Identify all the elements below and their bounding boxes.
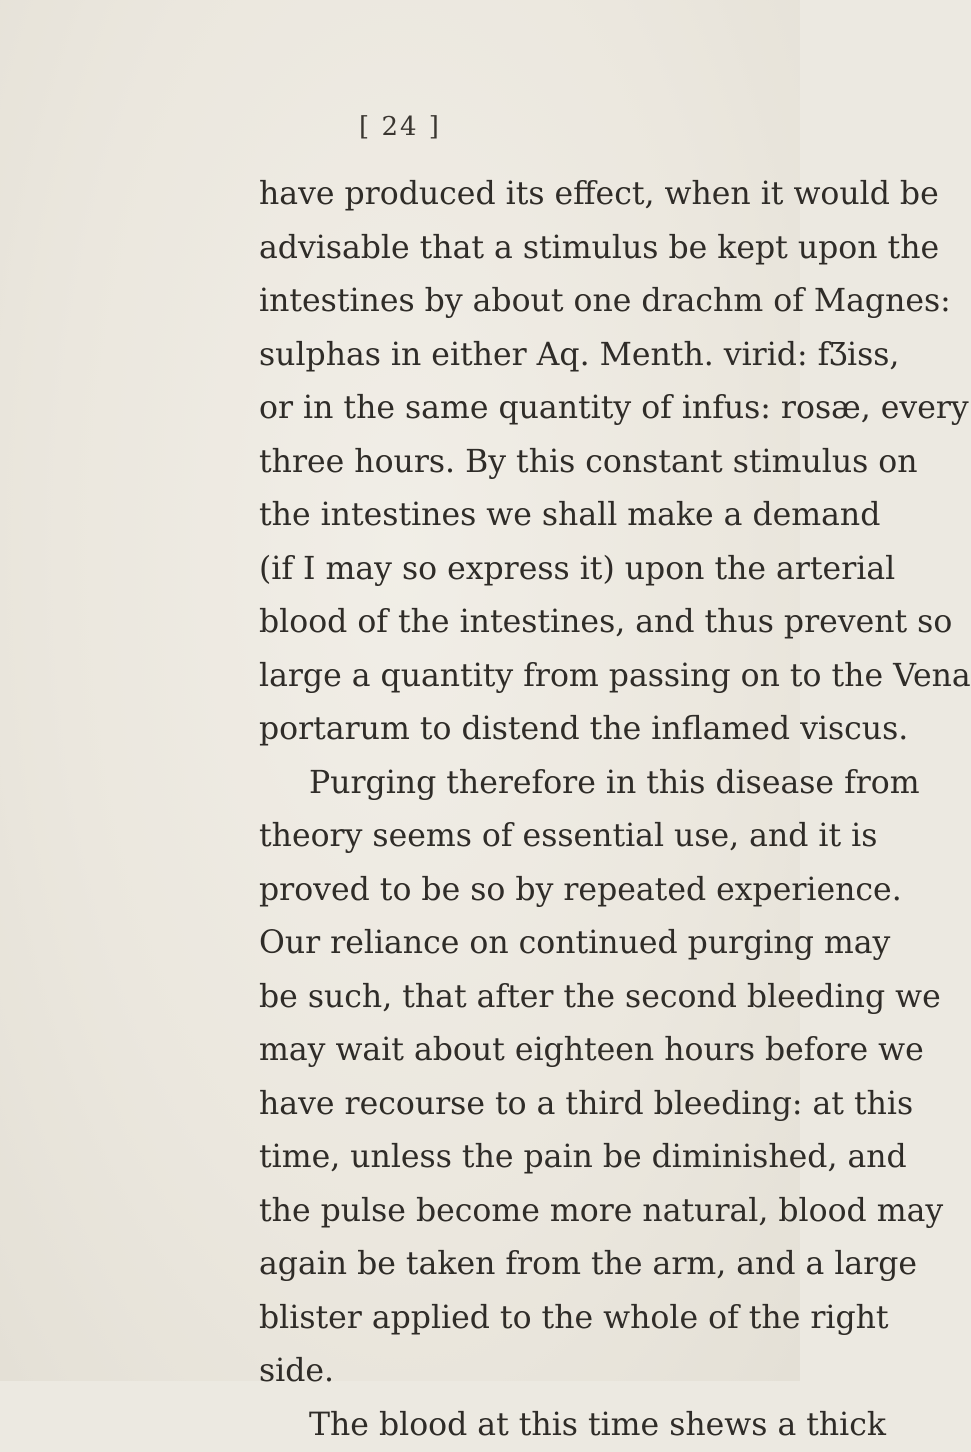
paragraph-first-line: The blood at this time shews a thick — [259, 1399, 795, 1452]
text-line: three hours. By this constant stimulus on — [259, 436, 795, 490]
text-line: be such, that after the second bleeding we — [259, 971, 795, 1025]
text-line: sulphas in either Aq. Menth. virid: fƷiss, — [259, 329, 795, 383]
text-line: the intestines we shall make a demand — [259, 489, 795, 543]
text-line: advisable that a stimulus be kept upon the — [259, 222, 795, 276]
text-line: theory seems of essential use, and it is — [259, 810, 795, 864]
text-line: proved to be so by repeated experience. — [259, 864, 795, 918]
text-line: side. — [259, 1345, 795, 1399]
text-line: time, unless the pain be diminished, and — [259, 1131, 795, 1185]
body-text — [259, 168, 795, 1452]
text-line: or in the same quantity of infus: rosæ, every — [259, 382, 795, 436]
paragraph-first-line: Purging therefore in this disease from — [259, 757, 795, 811]
text-line: portarum to distend the inflamed viscus. — [259, 703, 795, 757]
text-line: have recourse to a third bleeding: at this — [259, 1078, 795, 1132]
text-line: large a quantity from passing on to the Vena — [259, 650, 795, 704]
text-line: may wait about eighteen hours before we — [259, 1024, 795, 1078]
text-line: (if I may so express it) upon the arterial — [259, 543, 795, 597]
page-number: [ 24 ] — [0, 112, 800, 142]
text-line: again be taken from the arm, and a large — [259, 1238, 795, 1292]
text-line: blood of the intestines, and thus prevent so — [259, 596, 795, 650]
text-line: have produced its effect, when it would be — [259, 168, 795, 222]
text-line: Our reliance on continued purging may — [259, 917, 795, 971]
text-line: blister applied to the whole of the right — [259, 1292, 795, 1346]
text-line: the pulse become more natural, blood may — [259, 1185, 795, 1239]
text-line: intestines by about one drachm of Magnes: — [259, 275, 795, 329]
